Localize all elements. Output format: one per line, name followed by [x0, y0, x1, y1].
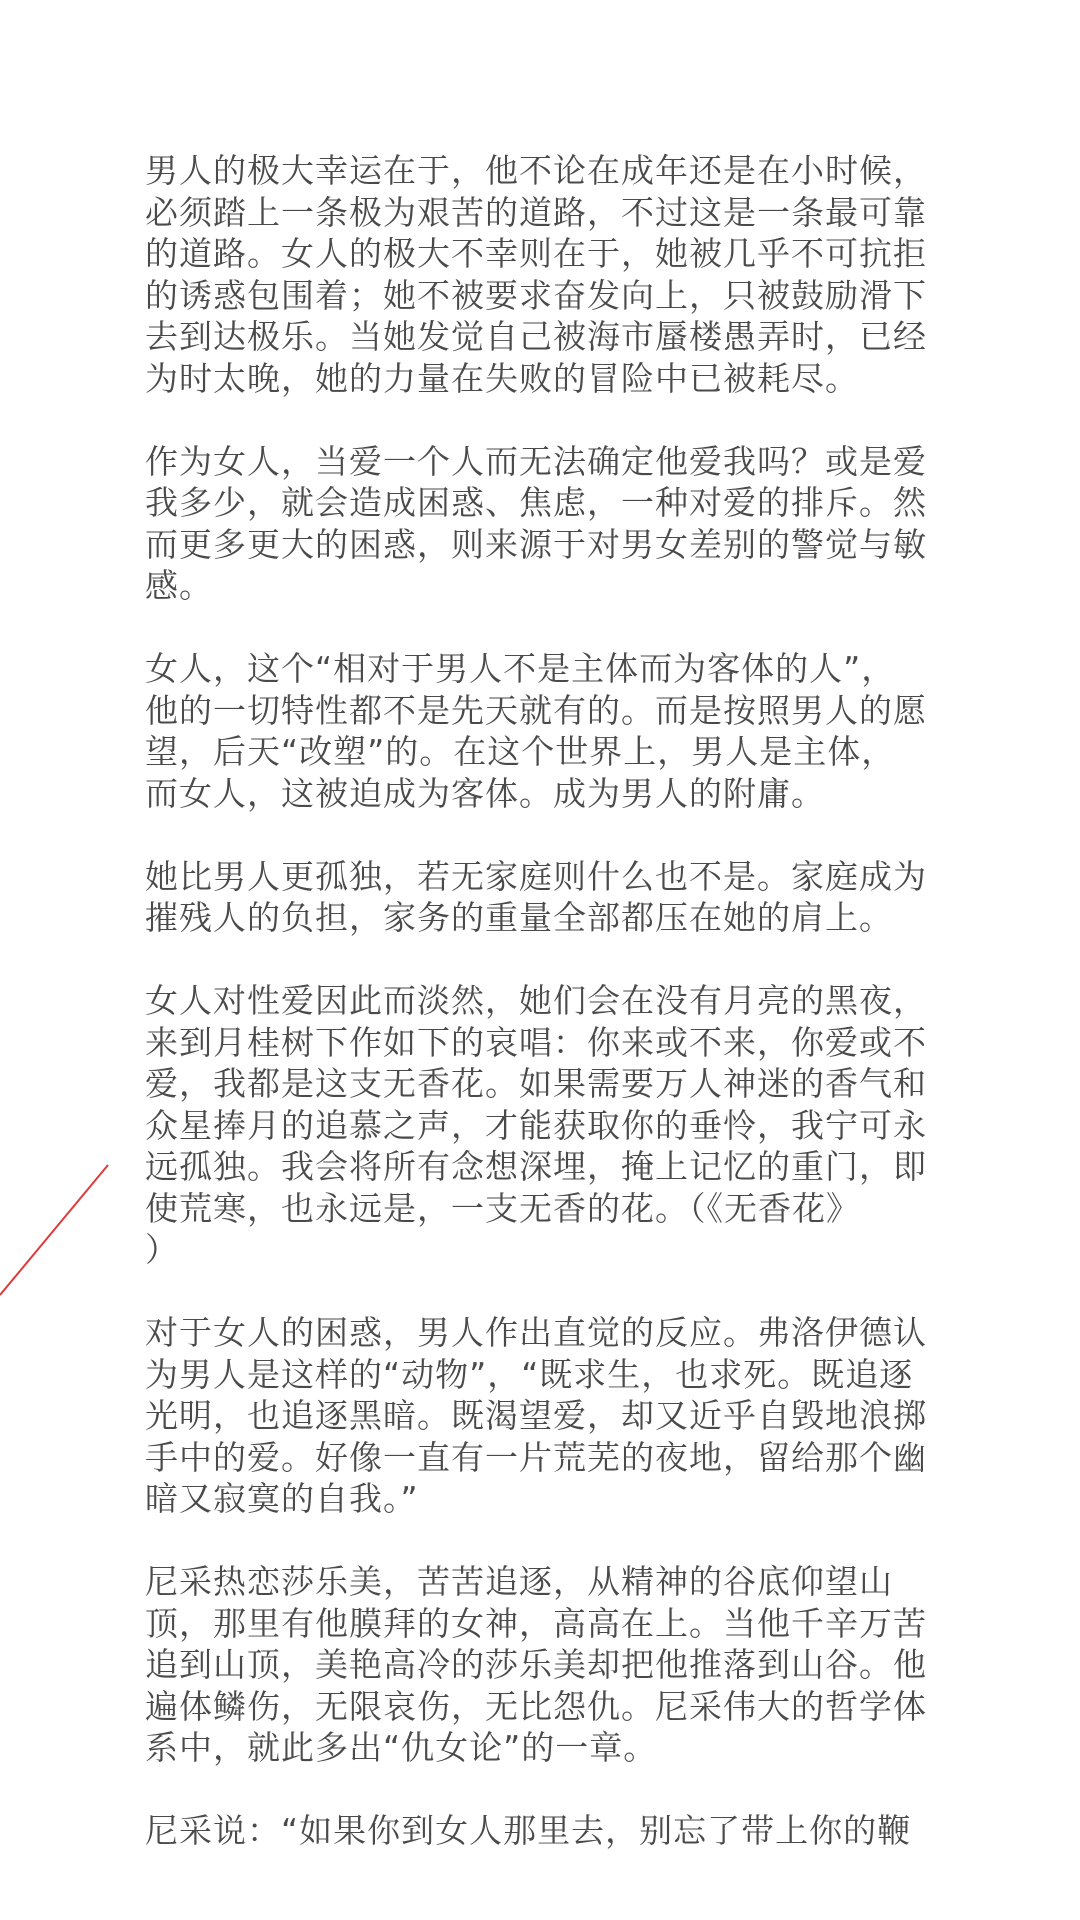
article-body: [145, 150, 945, 1893]
paragraph-6: 对于女人的困惑，男人作出直觉的反应。弗洛伊德认 为男人是这样的“动物”，“既求生，也求死。既追逐 光明，也追逐黑暗。既渴望爱，却又近乎自毁地浪掷 手中的爱。好像一直有一片荒芜的夜地，留给那个幽 暗又寂寞的自我。”: [145, 1313, 927, 1518]
paragraph-4: 她比男人更孤独，若无家庭则什么也不是。家庭成为 摧残人的负担，家务的重量全部都压在她的肩上。: [145, 856, 927, 937]
paragraph-8: 尼采说：“如果你到女人那里去，别忘了带上你的鞭: [145, 1811, 912, 1850]
paragraph-3: 女人，这个“相对于男人不是主体而为客体的人”， 他的一切特性都不是先天就有的。而是按照男人的愿 望，后天“改塑”的。在这个世界上，男人是主体， 而女人，这被迫成为客体。成为男人的附庸。: [145, 649, 927, 813]
paragraph-2: 作为女人，当爱一个人而无法确定他爱我吗？或是爱 我多少，就会造成困惑、焦虑，一种对爱的排斥。然 而更多更大的困惑，则来源于对男女差别的警觉与敏 感。: [145, 441, 927, 605]
paragraph-1: 男人的极大幸运在于，他不论在成年还是在小时候， 必须踏上一条极为艰苦的道路，不过这是一条最可靠 的道路。女人的极大不幸则在于，她被几乎不可抗拒 的诱惑包围着；她不被要求奋发向上，只被鼓励滑下 去到达极乐。当她发觉自己被海市蜃楼愚弄时，已经 为时太晚，她的力量在失败的冒险中已被耗尽。: [145, 151, 927, 398]
paragraph-5: 女人对性爱因此而淡然，她们会在没有月亮的黑夜， 来到月桂树下作如下的哀唱：你来或不来，你爱或不 爱，我都是这支无香花。如果需要万人神迷的香气和 众星捧月的追慕之声，才能获取你的垂怜，我宁可永 远孤独。我会将所有念想深埋，掩上记忆的重门，即 使荒寒，也永远是，一支无香的花。（《无香花》 ）: [145, 981, 927, 1269]
red-line-mark: [0, 1155, 120, 1305]
paragraph-7: 尼采热恋莎乐美，苦苦追逐，从精神的谷底仰望山 顶，那里有他膜拜的女神，高高在上。当他千辛万苦 追到山顶，美艳高冷的莎乐美却把他推落到山谷。他 遍体鳞伤，无限哀伤，无比怨仇。尼采伟大的哲学体 系中，就此多出“仇女论”的一章。: [145, 1562, 927, 1767]
